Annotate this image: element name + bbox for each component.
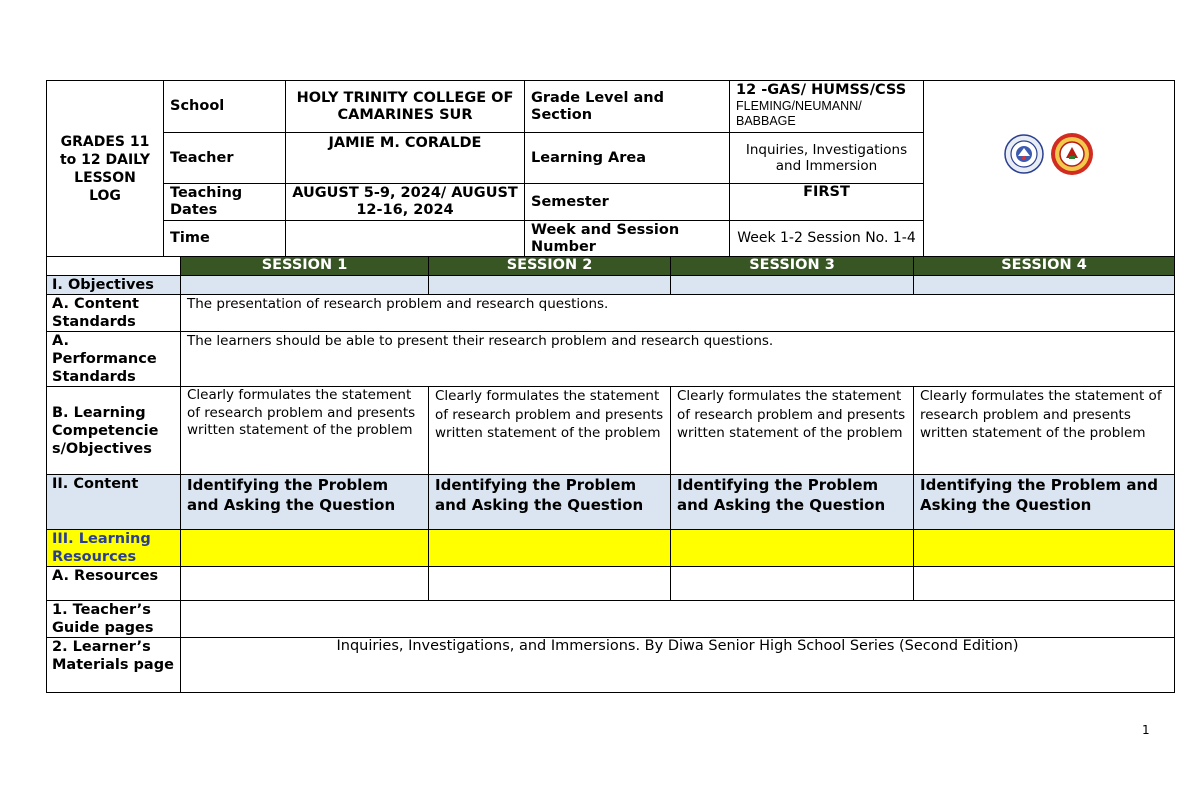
- week-value: Week 1-2 Session No. 1-4: [730, 221, 924, 257]
- content-standards-label: A. Content Standards: [47, 295, 181, 332]
- grades-label: GRADES 11 to 12 DAILY LESSON LOG: [47, 81, 164, 257]
- resources-label: A. Resources: [47, 567, 181, 601]
- performance-standards-value: The learners should be able to present their research problem and research questions.: [181, 332, 1175, 387]
- time-label: Time: [164, 221, 286, 257]
- school-seal-icon: [1050, 132, 1094, 176]
- learning-area-value: Inquiries, Investigations and Immersion: [730, 133, 924, 184]
- school-value: HOLY TRINITY COLLEGE OF CAMARINES SUR: [286, 81, 525, 133]
- teaching-dates-label: Teaching Dates: [164, 184, 286, 221]
- learning-resources-cell-2: [429, 530, 671, 567]
- grade-level-sections: FLEMING/NEUMANN/ BABBAGE: [736, 99, 862, 128]
- teachers-guide-value: [181, 601, 1175, 638]
- session-head-empty: [47, 257, 181, 276]
- learning-resources-cell-4: [914, 530, 1175, 567]
- school-label: School: [164, 81, 286, 133]
- semester-value: FIRST: [730, 184, 924, 221]
- resources-cell-3: [671, 567, 914, 601]
- content-session-4: Identifying the Problem and Asking the Question: [914, 475, 1175, 530]
- resources-cell-2: [429, 567, 671, 601]
- grade-level-cell: [730, 81, 924, 133]
- objectives-cell-4: [914, 276, 1175, 295]
- logos: [930, 132, 1168, 176]
- learning-resources-cell-1: [181, 530, 429, 567]
- content-session-3: Identifying the Problem and Asking the Question: [671, 475, 914, 530]
- deped-seal-icon: [1004, 134, 1044, 174]
- learning-resources-cell-3: [671, 530, 914, 567]
- objectives-cell-3: [671, 276, 914, 295]
- logo-cell: [924, 81, 1175, 257]
- session-1-header: SESSION 1: [181, 257, 429, 276]
- resources-cell-4: [914, 567, 1175, 601]
- learning-resources-label: III. Learning Resources: [47, 530, 181, 567]
- competency-session-2: Clearly formulates the statement of research problem and presents written statement of the problem: [429, 387, 671, 475]
- competency-session-3: Clearly formulates the statement of research problem and presents written statement of the problem: [671, 387, 914, 475]
- content-session-2: Identifying the Problem and Asking the Question: [429, 475, 671, 530]
- teacher-value: JAMIE M. CORALDE: [286, 133, 525, 184]
- content-standards-value: The presentation of research problem and research questions.: [181, 295, 1175, 332]
- competency-session-1: Clearly formulates the statement of research problem and presents written statement of the problem: [181, 387, 429, 475]
- competencies-label: B. Learning Competencie s/Objectives: [47, 387, 181, 475]
- page-number: 1: [1142, 723, 1150, 737]
- learners-materials-value: Inquiries, Investigations, and Immersions. By Diwa Senior High School Series (Second Edition): [181, 638, 1175, 693]
- session-4-header: SESSION 4: [914, 257, 1175, 276]
- semester-label: Semester: [525, 184, 730, 221]
- week-label: Week and Session Number: [525, 221, 730, 257]
- header-table: [46, 80, 1175, 257]
- learning-area-label: Learning Area: [525, 133, 730, 184]
- session-3-header: SESSION 3: [671, 257, 914, 276]
- learners-materials-label: 2. Learner’s Materials page: [47, 638, 181, 693]
- competency-session-4: Clearly formulates the statement of research problem and presents written statement of the problem: [914, 387, 1175, 475]
- objectives-cell-1: [181, 276, 429, 295]
- objectives-label: I. Objectives: [47, 276, 181, 295]
- content-session-1: Identifying the Problem and Asking the Question: [181, 475, 429, 530]
- teachers-guide-label: 1. Teacher’s Guide pages: [47, 601, 181, 638]
- performance-standards-label: A. Performance Standards: [47, 332, 181, 387]
- teacher-label: Teacher: [164, 133, 286, 184]
- session-2-header: SESSION 2: [429, 257, 671, 276]
- content-label: II. Content: [47, 475, 181, 530]
- resources-cell-1: [181, 567, 429, 601]
- objectives-cell-2: [429, 276, 671, 295]
- teaching-dates-value: AUGUST 5-9, 2024/ AUGUST 12-16, 2024: [286, 184, 525, 221]
- grade-level-value: 12 -GAS/ HUMSS/CSS: [736, 82, 907, 98]
- lesson-table: [46, 256, 1175, 693]
- grade-level-label: Grade Level and Section: [525, 81, 730, 133]
- time-value: [286, 221, 525, 257]
